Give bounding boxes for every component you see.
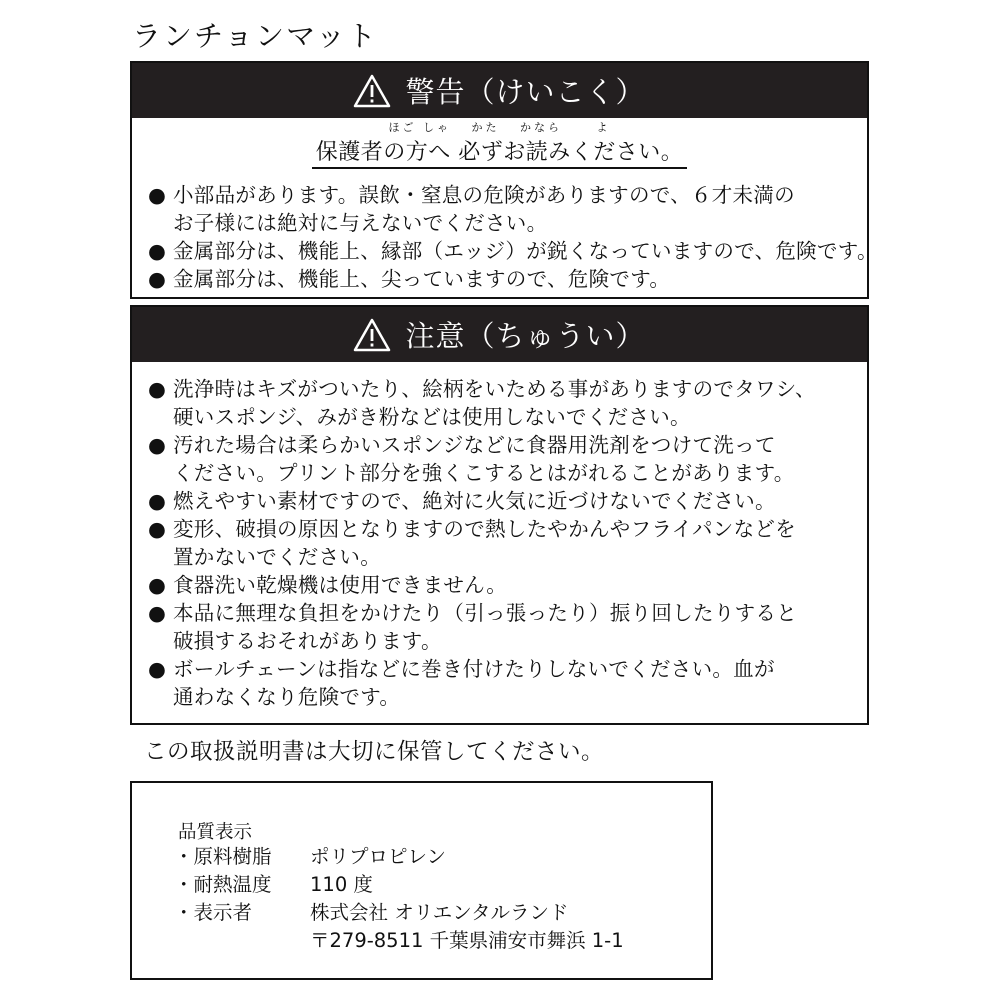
warning-list xyxy=(148,181,878,293)
caution-box xyxy=(130,305,869,725)
list-item: ● 食器洗い乾燥機は使用できません。 xyxy=(148,573,508,597)
warning-triangle-icon xyxy=(353,318,391,352)
caution-heading: 注意（ちゅうい） xyxy=(405,319,646,353)
list-item: 置かないでください。 xyxy=(173,545,381,569)
quality-row: ・耐熱温度 110 度 xyxy=(174,873,373,896)
guardian-ruby: ほご しゃ かた かなら よ xyxy=(388,121,611,134)
list-item: ● 洗浄時はキズがついたり、絵柄をいためる事がありますのでタワシ、 xyxy=(148,377,816,401)
list-item: ● 本品に無理な負担をかけたり（引っ張ったり）振り回したりすると xyxy=(148,601,797,625)
list-item: 通わなくなり危険です。 xyxy=(173,685,401,709)
page-title: ランチョンマット xyxy=(132,19,378,53)
keep-manual-notice: この取扱説明書は大切に保管してください。 xyxy=(144,739,605,765)
quality-row: ・表示者 株式会社 オリエンタルランド xyxy=(174,901,569,924)
warning-heading: 警告（けいこく） xyxy=(405,75,646,109)
guardian-text: 保護者の方へ 必ずお読みください。 xyxy=(312,135,688,169)
quality-heading: 品質表示 xyxy=(178,822,253,843)
list-item: 硬いスポンジ、みがき粉などは使用しないでください。 xyxy=(173,405,691,429)
quality-row: 〒279-8511 千葉県浦安市舞浜 1-1 xyxy=(310,929,624,952)
list-item: ● 金属部分は、機能上、縁部（エッジ）が鋭くなっていますので、危険です。 xyxy=(148,239,878,263)
list-item: ● 金属部分は、機能上、尖っていますので、危険です。 xyxy=(148,267,671,291)
list-item: ● ボールチェーンは指などに巻き付けたりしないでください。血が xyxy=(148,657,775,681)
guardian-notice xyxy=(132,121,867,169)
warning-box xyxy=(130,61,878,299)
list-item: ● 燃えやすい素材ですので、絶対に火気に近づけないでください。 xyxy=(148,489,776,513)
list-item: ● 小部品があります。誤飲・窒息の危険がありますので、６才未満の xyxy=(148,183,795,207)
quality-label-box xyxy=(130,781,713,980)
list-item: ● 汚れた場合は柔らかいスポンジなどに食器用洗剤をつけて洗って xyxy=(148,433,776,457)
caution-list xyxy=(148,375,859,711)
list-item: ● 変形、破損の原因となりますので熱したやかんやフライパンなどを xyxy=(148,517,796,541)
list-item: ください。プリント部分を強くこするとはがれることがあります。 xyxy=(173,461,795,485)
quality-row: ・原料樹脂 ポリプロピレン xyxy=(174,845,447,868)
list-item: 破損するおそれがあります。 xyxy=(173,629,442,653)
caution-header xyxy=(132,307,867,362)
list-item: お子様には絶対に与えないでください。 xyxy=(173,211,548,235)
warning-header xyxy=(132,63,867,118)
warning-triangle-icon xyxy=(353,74,391,108)
